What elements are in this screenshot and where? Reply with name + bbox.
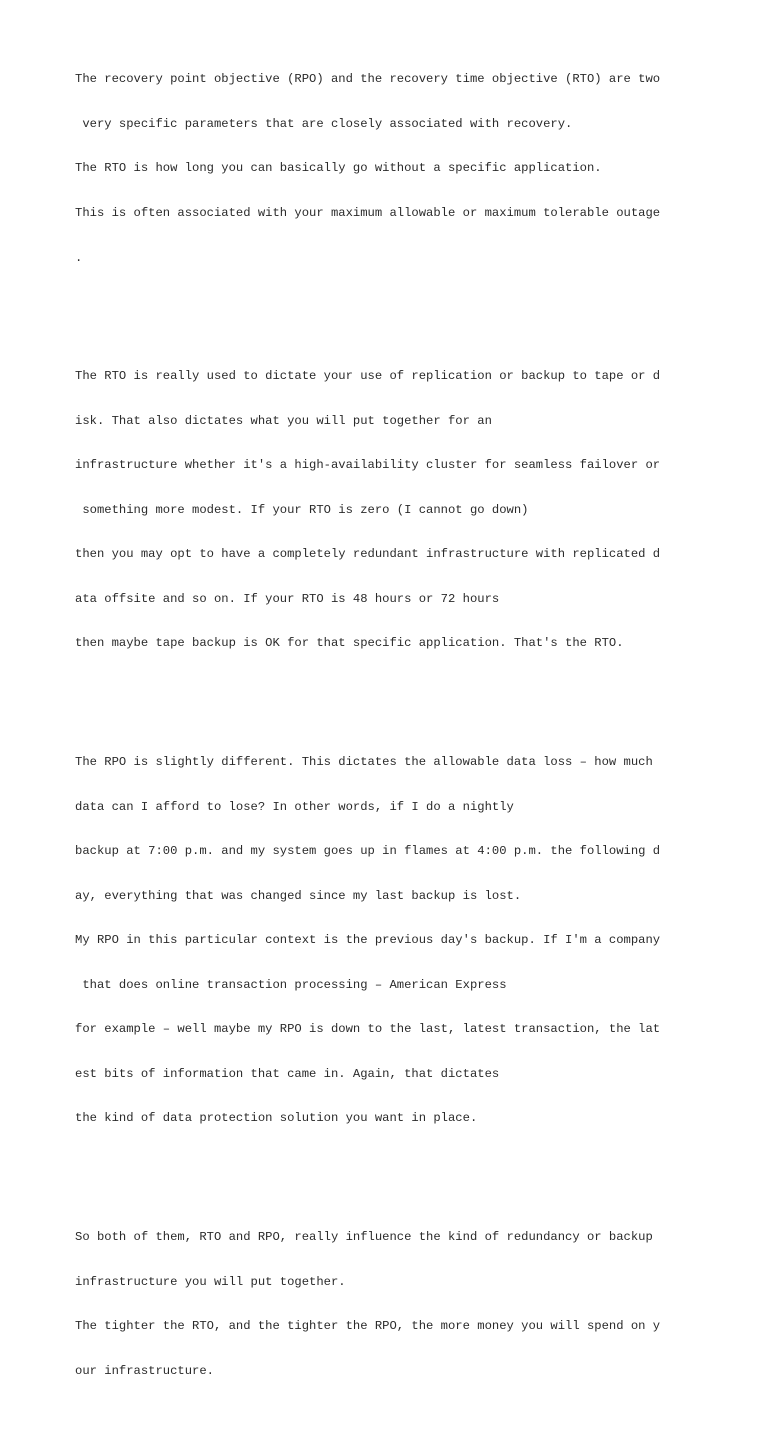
text-line: The recovery point objective (RPO) and the recovery time objective (RTO) are two	[75, 72, 661, 87]
text-line: .	[75, 250, 83, 265]
text-line: the kind of data protection solution you want in place.	[75, 1111, 478, 1126]
document-body	[75, 13, 735, 1438]
text-line: very specific parameters that are closely associated with recovery.	[75, 116, 573, 131]
text-line: The RTO is how long you can basically go without a specific application.	[75, 161, 602, 176]
text-line: data can I afford to lose? In other words, if I do a nightly	[75, 799, 514, 814]
text-line: ay, everything that was changed since my last backup is lost.	[75, 888, 522, 903]
text-line: The RPO is slightly different. This dictates the allowable data loss – how much	[75, 755, 653, 770]
text-line: then you may opt to have a completely redundant infrastructure with replicated d	[75, 547, 661, 562]
text-line: isk. That also dictates what you will put together for an	[75, 413, 492, 428]
text-line: My RPO in this particular context is the previous day's backup. If I'm a company	[75, 933, 661, 948]
text-line: then maybe tape backup is OK for that specific application. That's the RTO.	[75, 636, 624, 651]
text-line: The tighter the RTO, and the tighter the RPO, the more money you will spend on y	[75, 1319, 661, 1334]
paragraph-summary	[75, 1201, 735, 1409]
text-line: infrastructure whether it's a high-availability cluster for seamless failover or	[75, 458, 661, 473]
text-line: This is often associated with your maximum allowable or maximum tolerable outage	[75, 205, 661, 220]
text-line: our infrastructure.	[75, 1363, 214, 1378]
text-line: The RTO is really used to dictate your use of replication or backup to tape or d	[75, 369, 661, 384]
paragraph-rto-rpo-intro	[75, 43, 735, 295]
text-line: something more modest. If your RTO is zero (I cannot go down)	[75, 502, 529, 517]
text-line: infrastructure you will put together.	[75, 1274, 346, 1289]
text-line: est bits of information that came in. Again, that dictates	[75, 1066, 500, 1081]
text-line: backup at 7:00 p.m. and my system goes up in flames at 4:00 p.m. the following d	[75, 844, 661, 859]
text-line: ata offsite and so on. If your RTO is 48 hours or 72 hours	[75, 591, 500, 606]
paragraph-rpo	[75, 726, 735, 1156]
text-line: that does online transaction processing – American Express	[75, 977, 507, 992]
text-line: So both of them, RTO and RPO, really influence the kind of redundancy or backup	[75, 1230, 653, 1245]
paragraph-rto	[75, 340, 735, 681]
text-line: for example – well maybe my RPO is down to the last, latest transaction, the lat	[75, 1022, 661, 1037]
